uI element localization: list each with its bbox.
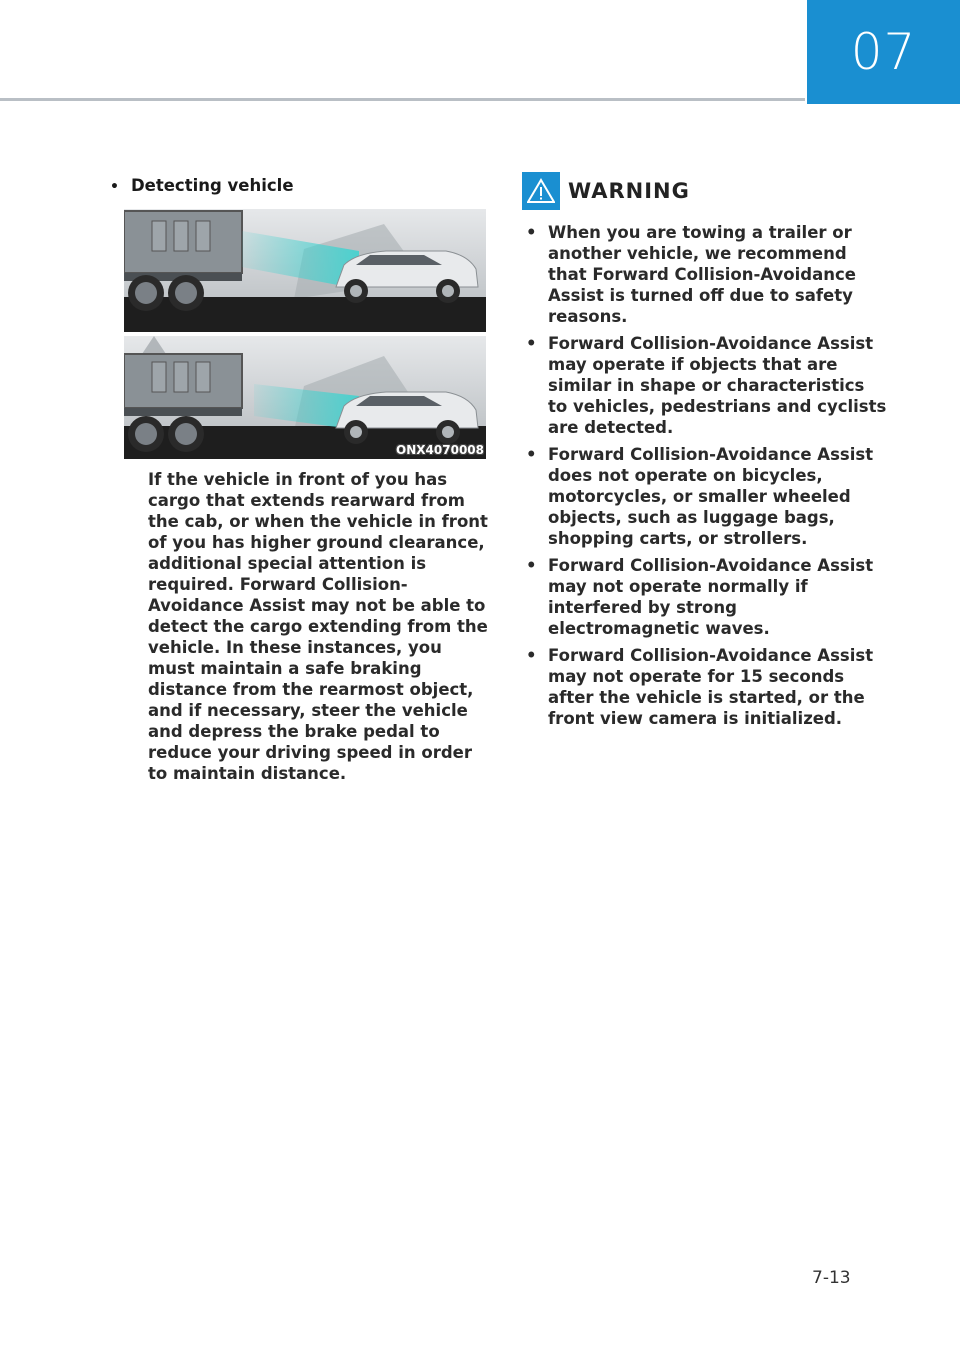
illustration-figure [124, 209, 486, 459]
warning-item: • When you are towing a trailer or another vehicle, we recommend that Forward Collision-Avoidance Assist is turned off due to safety reasons. [522, 222, 887, 327]
illustration-panel-bottom [124, 336, 486, 459]
warning-item: • Forward Collision-Avoidance Assist does not operate on bicycles, motorcycles, or smaller wheeled objects, such as luggage bags, shopping carts, or strollers. [522, 444, 887, 549]
illustration-panel-top [124, 209, 486, 332]
bullet-heading [110, 176, 486, 195]
header-rule [0, 98, 805, 101]
figure-code: ONX4070008 [396, 443, 484, 457]
bullet-dot-icon: • [110, 179, 119, 195]
bullet-heading-text: Detecting vehicle [130, 176, 294, 195]
chapter-tab: 07 [807, 0, 960, 104]
page-number: 7-13 [812, 1268, 851, 1288]
warning-triangle-icon [522, 172, 560, 210]
left-column [110, 170, 488, 784]
warning-box [522, 170, 887, 735]
warning-list [522, 222, 887, 729]
warning-item: • Forward Collision-Avoidance Assist may operate if objects that are similar in shape or characteristics to vehicles, pedestrians and cyclists are detected. [522, 333, 887, 438]
warning-item: • Forward Collision-Avoidance Assist may not operate for 15 seconds after the vehicle is started, or the front view camera is initialized. [522, 645, 887, 729]
warning-item: • Forward Collision-Avoidance Assist may not operate normally if interfered by strong electromagnetic waves. [522, 555, 887, 639]
warning-header [522, 172, 887, 210]
warning-title: WARNING [568, 179, 690, 203]
body-paragraph: If the vehicle in front of you has cargo that extends rearward from the cab, or when the vehicle in front of you has higher ground clearance, additional special attention is required. Forward Collision-Avoidance Assist may not be able to detect the cargo extending from the vehicle. In these instances, you must maintain a safe braking distance from the rearmost object, and if necessary, steer the vehicle and depress the brake pedal to reduce your driving speed in order to maintain distance. [148, 470, 488, 783]
